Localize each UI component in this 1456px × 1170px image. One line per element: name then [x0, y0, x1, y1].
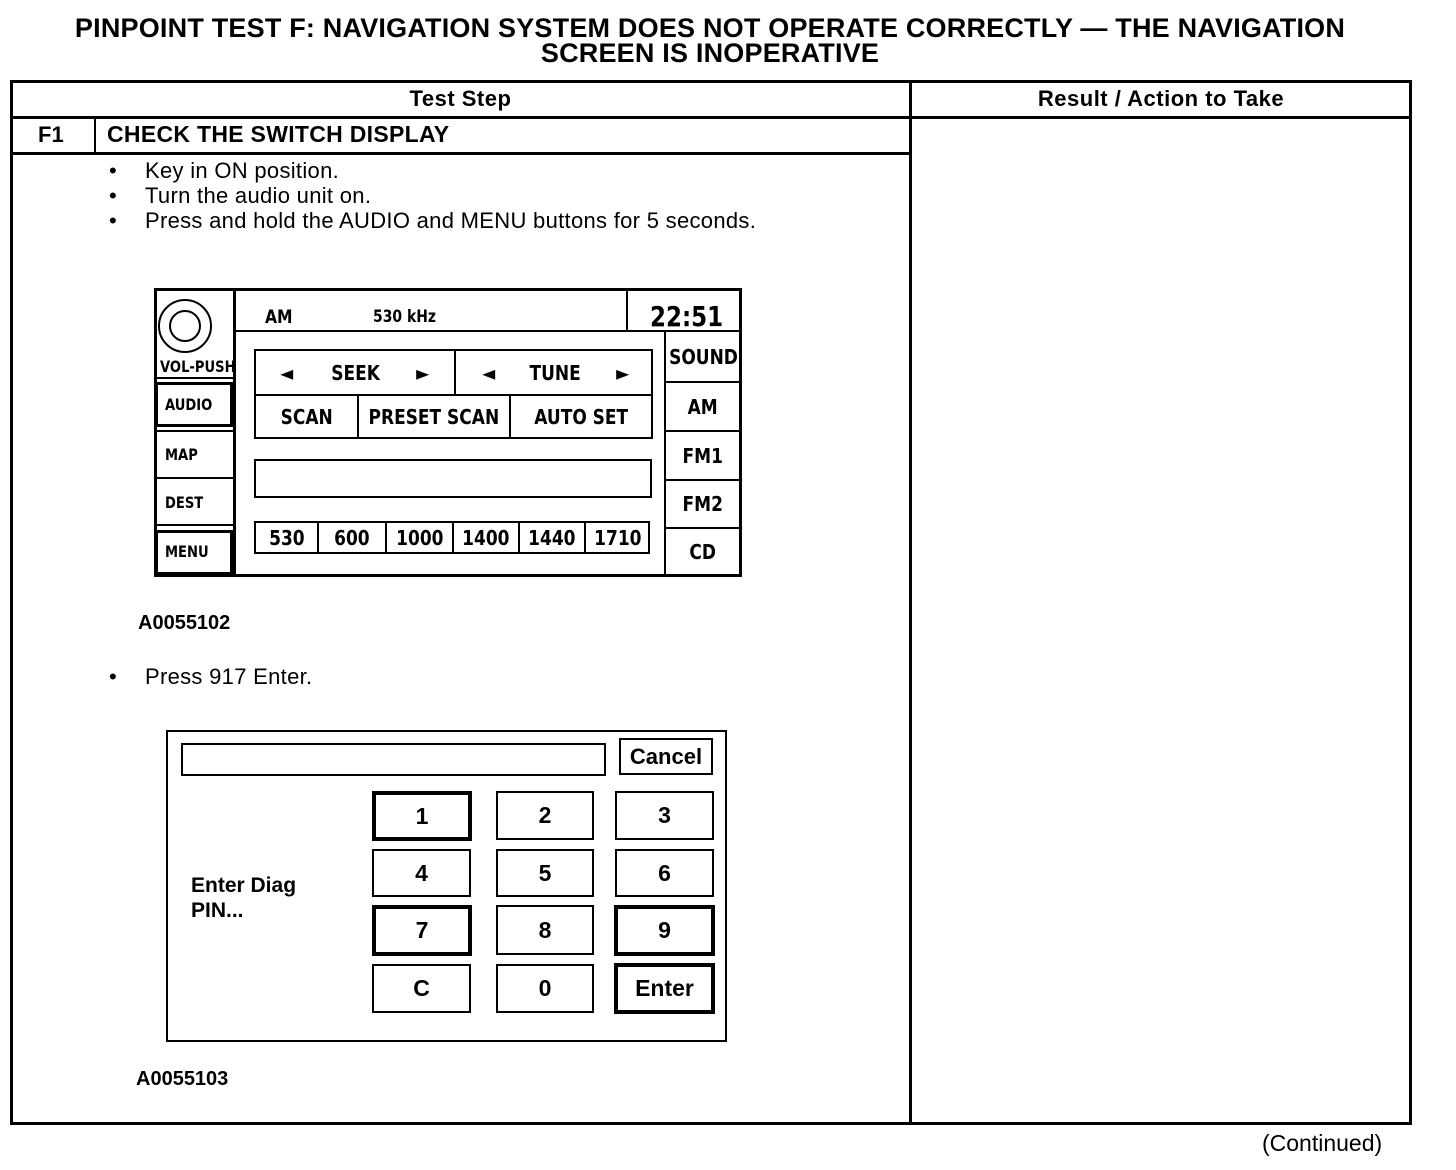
volume-knob-icon[interactable] — [158, 299, 212, 353]
key-9[interactable]: 9 — [614, 905, 715, 956]
cancel-button[interactable]: Cancel — [619, 738, 713, 775]
preset-button[interactable]: 1710 — [593, 525, 642, 550]
header-test-step: Test Step — [409, 86, 512, 111]
fm2-button[interactable]: FM2 — [682, 492, 724, 516]
preset-button[interactable]: 530 — [268, 525, 305, 550]
fm1-button[interactable]: FM1 — [682, 443, 724, 468]
preset-button[interactable]: 1440 — [528, 525, 576, 550]
preset-button[interactable]: 1400 — [462, 525, 510, 550]
clock-label: 22:51 — [650, 300, 724, 333]
prompt-line: Enter Diag — [191, 874, 297, 897]
continued-note: (Continued) — [1262, 1130, 1383, 1156]
frequency-label: 530 kHz — [373, 307, 437, 327]
cd-button[interactable]: CD — [689, 540, 717, 564]
sound-button[interactable]: SOUND — [668, 345, 738, 369]
header-result-action: Result / Action to Take — [1037, 86, 1285, 111]
key-8[interactable]: 8 — [496, 905, 594, 955]
preset-button[interactable]: 1000 — [395, 525, 444, 550]
keypad-prompt — [191, 873, 296, 923]
key-0[interactable]: 0 — [496, 964, 594, 1013]
tune-label: TUNE — [529, 360, 581, 385]
key-clear[interactable]: C — [372, 964, 471, 1013]
band-label: AM — [265, 306, 293, 328]
step-id: F1 — [38, 122, 64, 147]
figure-code: A0055103 — [136, 1068, 229, 1090]
step-id-divider — [94, 117, 96, 154]
map-button-label: MAP — [165, 445, 198, 464]
key-2[interactable]: 2 — [496, 791, 594, 840]
bullet-item: • Turn the audio unit on. — [109, 183, 372, 208]
title-line-2: SCREEN IS INOPERATIVE — [540, 38, 880, 68]
audio-button-label: AUDIO — [165, 395, 213, 414]
preset-button[interactable]: 600 — [334, 525, 370, 550]
figure-code: A0055102 — [138, 612, 231, 634]
preset-scan-button[interactable]: PRESET SCAN — [368, 404, 500, 429]
title-line-1: PINPOINT TEST F: NAVIGATION SYSTEM DOES NOT OPERATE CORRECTLY — THE NAVIGATION — [74, 13, 1346, 43]
header-divider — [10, 116, 1412, 119]
key-7[interactable]: 7 — [372, 905, 472, 956]
menu-button-label: MENU — [165, 542, 209, 561]
am-button[interactable]: AM — [687, 394, 719, 419]
step-title: CHECK THE SWITCH DISPLAY — [107, 121, 450, 147]
seek-forward-icon[interactable]: ► — [416, 360, 430, 385]
key-6[interactable]: 6 — [615, 849, 714, 897]
step-row-divider — [10, 152, 911, 155]
key-4[interactable]: 4 — [372, 849, 471, 897]
clock-divider — [626, 288, 628, 332]
key-3[interactable]: 3 — [615, 791, 714, 840]
station-display-field — [254, 459, 652, 498]
dest-button-label: DEST — [165, 493, 204, 512]
seek-tune-divider — [454, 349, 456, 396]
scan-button[interactable]: SCAN — [280, 404, 333, 429]
page-title — [0, 13, 1420, 68]
seek-back-icon[interactable]: ◄ — [280, 360, 294, 385]
bullet-item: • Press 917 Enter. — [109, 664, 313, 689]
prompt-line: PIN... — [191, 899, 244, 922]
bullet-item: • Press and hold the AUDIO and MENU buttons for 5 seconds. — [109, 208, 757, 233]
vol-push-label: VOL-PUSH — [160, 357, 236, 376]
tune-up-icon[interactable]: ► — [616, 360, 630, 385]
pin-entry-field[interactable] — [181, 743, 606, 776]
seek-label: SEEK — [331, 360, 381, 385]
left-divider — [154, 377, 235, 379]
key-1[interactable]: 1 — [372, 791, 472, 841]
key-5[interactable]: 5 — [496, 849, 594, 897]
tune-down-icon[interactable]: ◄ — [482, 360, 496, 385]
auto-set-button[interactable]: AUTO SET — [534, 404, 628, 429]
bullet-item: • Key in ON position. — [109, 158, 340, 183]
column-divider — [909, 80, 912, 1125]
left-divider — [154, 524, 235, 526]
enter-button[interactable]: Enter — [614, 963, 715, 1014]
